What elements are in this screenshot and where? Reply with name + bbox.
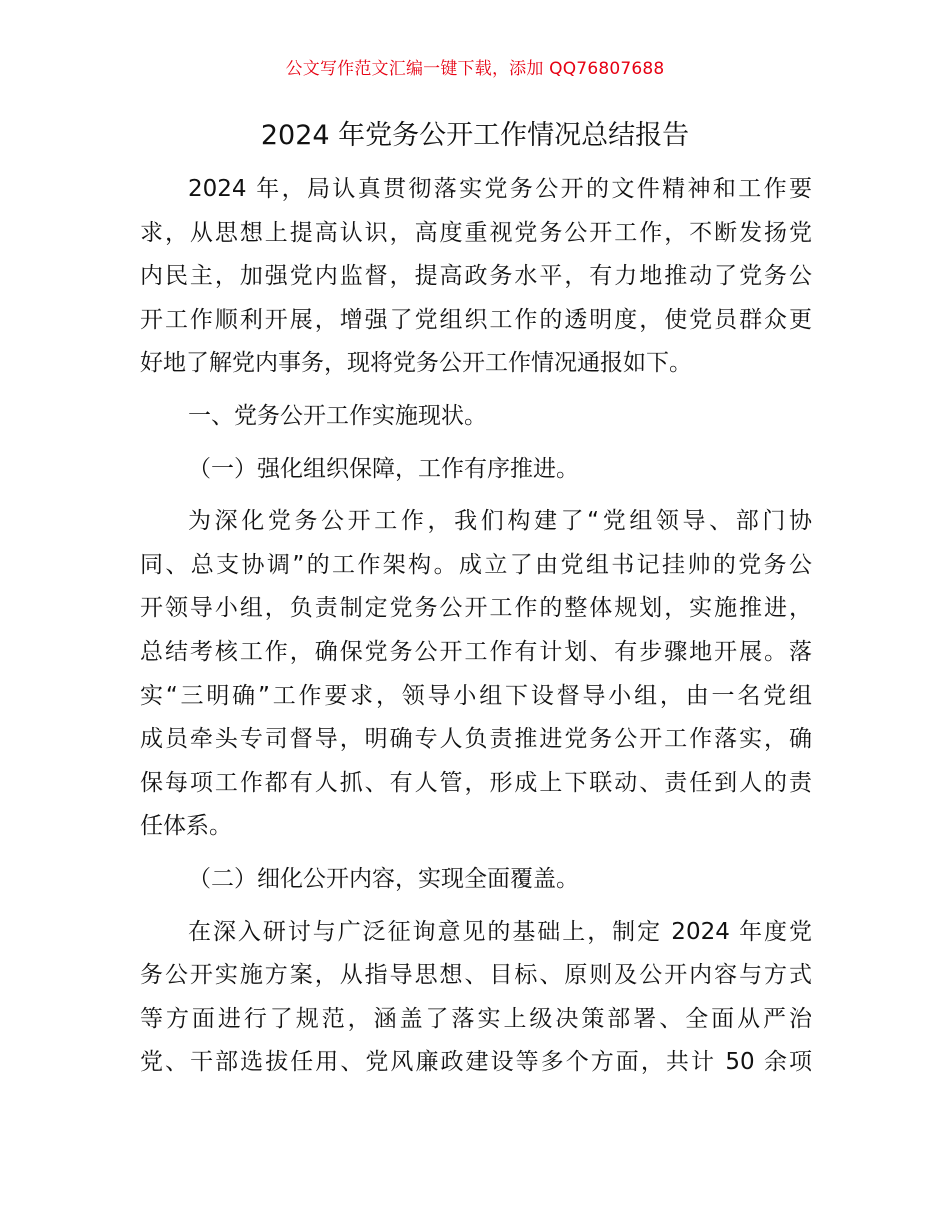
- paragraph-line: 实“三明确”工作要求，领导小组下设督导小组，由一名党组: [140, 682, 812, 709]
- section-heading-1: 一、党务公开工作实施现状。: [188, 402, 487, 429]
- paragraph-line: 内民主，加强党内监督，提高政务水平，有力地推动了党务公: [140, 263, 812, 290]
- paragraph-line: 党、干部选拔任用、党风廉政建设等多个方面，共计 50 余项: [140, 1049, 812, 1076]
- paragraph-line: 同、总支协调”的工作架构。成立了由党组书记挂帅的党务公: [140, 551, 812, 578]
- paragraph-line: 2024 年，局认真贯彻落实党务公开的文件精神和工作要: [188, 176, 812, 202]
- download-promo-banner: 公文写作范文汇编一键下载，添加 QQ76807688: [285, 59, 665, 79]
- paragraph-line: 任体系。: [140, 813, 232, 840]
- intro-paragraph: [140, 168, 812, 386]
- paragraph-line: 开领导小组，负责制定党务公开工作的整体规划，实施推进，: [140, 595, 812, 622]
- paragraph-line: 成员牵头专司督导，明确专人负责推进党务公开工作落实，确: [140, 726, 812, 753]
- paragraph-line: 保每项工作都有人抓、有人管，形成上下联动、责任到人的责: [140, 769, 812, 796]
- paragraph-line: 总结考核工作，确保党务公开工作有计划、有步骤地开展。落: [140, 638, 812, 665]
- document-body: [140, 168, 812, 1085]
- organization-paragraph: [140, 500, 812, 849]
- content-paragraph: [140, 911, 812, 1085]
- paragraph-line: 好地了解党内事务，现将党务公开工作情况通报如下。: [140, 350, 692, 377]
- paragraph-line: 开工作顺利开展，增强了党组织工作的透明度，使党员群众更: [140, 306, 812, 333]
- subsection-heading-2: （二）细化公开内容，实现全面覆盖。: [188, 865, 579, 892]
- document-title: 2024 年党务公开工作情况总结报告: [260, 120, 690, 151]
- paragraph-line: 为深化党务公开工作，我们构建了“党组领导、部门协: [188, 508, 812, 535]
- paragraph-line: 在深入研讨与广泛征询意见的基础上，制定 2024 年度党: [188, 918, 812, 945]
- subsection-heading-1: （一）强化组织保障，工作有序推进。: [188, 455, 579, 482]
- paragraph-line: 等方面进行了规范，涵盖了落实上级决策部署、全面从严治: [140, 1005, 812, 1032]
- paragraph-line: 求，从思想上提高认识，高度重视党务公开工作，不断发扬党: [140, 219, 812, 246]
- paragraph-line: 务公开实施方案，从指导思想、目标、原则及公开内容与方式: [140, 962, 812, 989]
